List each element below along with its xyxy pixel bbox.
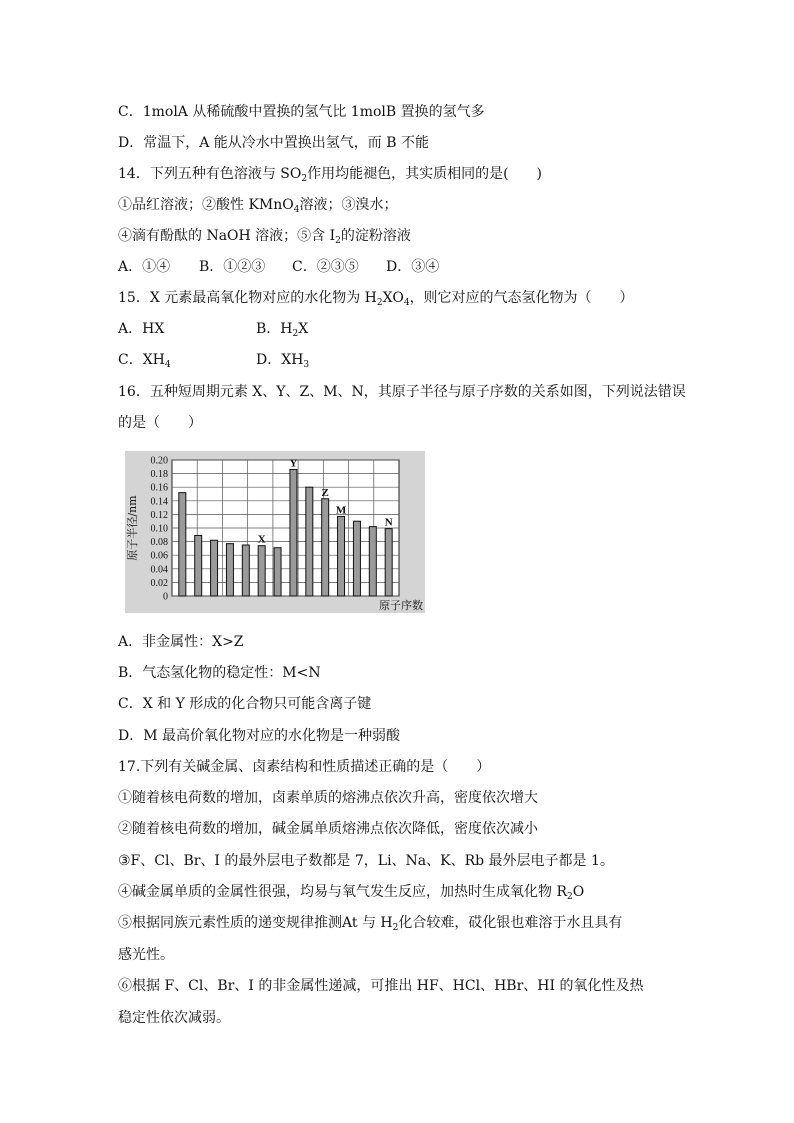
bar	[322, 499, 329, 596]
q17-s5-sub: 2	[392, 923, 399, 933]
y-tick-label: 0	[163, 591, 168, 603]
q17-s5-post: 化合较难，砹化银也难溶于水且具有	[398, 915, 623, 931]
q15-option-b-post: X	[298, 321, 309, 337]
q16-stem-line1: 16．五种短周期元素 X、Y、Z、M、N，其原子半径与原子序数的关系如图，下列说法错误	[118, 384, 686, 400]
q14-stem-pre: 14．下列五种有色溶液与 SO	[118, 166, 302, 182]
q15-stem-post: ，则它对应的气态氢化物为（ ）	[409, 290, 634, 306]
bar	[258, 546, 265, 596]
bar	[369, 527, 376, 596]
q15-stem	[118, 288, 634, 308]
y-axis-label: 原子半径/nm	[126, 495, 139, 561]
q15-option-c-sub: 4	[164, 360, 171, 370]
bar	[274, 548, 281, 596]
q17-s4-post: O	[572, 884, 585, 900]
q14-l2-b: 的淀粉溶液	[340, 228, 411, 244]
q15-stem-mid: XO	[382, 290, 404, 306]
q14-l1-a: ①品红溶液；②酸性 KMnO	[118, 197, 294, 213]
q17-s4-pre: ④碱金属单质的金属性很强，均易与氧气发生反应，加热时生成氧化物 R	[118, 884, 567, 900]
q17-s5-pre: ⑤根据同族元素性质的递变规律推测At 与 H	[118, 915, 393, 931]
y-tick-label: 0.04	[150, 564, 168, 576]
bar-element-label: M	[335, 504, 347, 517]
bar	[242, 545, 249, 596]
q17-statement-6: ⑥根据 F、Cl、Br、I 的非金属性递减，可推出 HF、HCl、HBr、HI 的氧化性及热	[118, 978, 644, 994]
bar-element-label: N	[384, 516, 393, 529]
q15-options-row2	[118, 350, 418, 370]
q15-options-row1	[118, 319, 418, 339]
q15-option-b-pre: B．H	[256, 321, 293, 337]
q15-option-c	[118, 350, 171, 370]
q15-stem-sub2: 4	[403, 298, 410, 308]
bar	[353, 521, 360, 596]
y-tick-label: 0.10	[150, 523, 168, 535]
q15-option-b-sub: 2	[292, 329, 299, 339]
q14-l2-sub: 2	[335, 236, 341, 246]
q17-statement-4	[118, 882, 584, 902]
bar	[290, 470, 297, 596]
q14-option-c: C．②③⑤	[292, 259, 359, 275]
q15-option-c-pre: C．XH	[118, 352, 165, 368]
q16-option-b: B．气态氢化物的稳定性：M<N	[118, 665, 321, 681]
q15-option-b	[256, 319, 308, 339]
q13-option-c: C．1molA 从稀硫酸中置换的氢气比 1molB 置换的氢气多	[118, 104, 485, 120]
q14-stem	[118, 164, 542, 184]
q16-option-c: C．X 和 Y 形成的化合物只可能含离子键	[118, 696, 372, 712]
q17-statement-5-cont: 感光性。	[118, 947, 174, 963]
q16-stem-line2: 的是（ ）	[118, 415, 202, 431]
q14-solutions-line2	[118, 226, 411, 246]
y-tick-label: 0.20	[150, 455, 168, 467]
q15-option-d	[256, 350, 309, 370]
q16-option-a: A．非金属性：X>Z	[118, 634, 244, 650]
q15-option-d-pre: D．XH	[256, 352, 304, 368]
bar-element-label: Z	[321, 486, 329, 499]
q13-option-d: D．常温下，A 能从冷水中置换出氢气，而 B 不能	[118, 135, 429, 151]
x-axis-label: 原子序数	[379, 599, 423, 612]
y-tick-label: 0.16	[150, 482, 168, 494]
y-tick-label: 0.12	[150, 509, 168, 521]
q17-statement-1: ①随着核电荷数的增加，卤素单质的熔沸点依次升高，密度依次增大	[118, 790, 538, 806]
q15-option-d-sub: 3	[303, 360, 310, 370]
y-tick-label: 0.18	[150, 469, 168, 481]
q14-option-b: B．①②③	[199, 259, 266, 275]
q14-option-d: D．③④	[386, 259, 440, 275]
bar	[306, 487, 313, 596]
bar	[211, 540, 218, 596]
q15-stem-pre: 15．X 元素最高氧化物对应的水化物为 H	[118, 290, 377, 306]
q14-option-a: A．①④	[118, 259, 171, 275]
q14-solutions-line1	[118, 195, 397, 215]
q14-l1-sub: 4	[293, 205, 300, 215]
q15-stem-sub1: 2	[376, 298, 383, 308]
bar-element-label: X	[257, 533, 266, 546]
y-tick-label: 0.02	[150, 577, 168, 589]
q15-option-a: A．HX	[118, 321, 165, 337]
q14-stem-post: 作用均能褪色，其实质相同的是( )	[307, 166, 543, 182]
y-tick-label: 0.14	[150, 496, 168, 508]
q17-statement-3: ③F、Cl、Br、I 的最外层电子数都是 7，Li、Na、K、Rb 最外层电子都是 1。	[118, 853, 614, 869]
q17-stem: 17.下列有关碱金属、卤素结构和性质描述正确的是（ ）	[118, 759, 491, 775]
bar-element-label: Y	[289, 457, 298, 470]
q14-l1-b: 溶液；③溴水；	[299, 197, 398, 213]
q14-l2-a: ④滴有酚酞的 NaOH 溶液；⑤含 I	[118, 228, 336, 244]
bar	[385, 529, 392, 596]
q14-options	[118, 257, 518, 277]
bar	[226, 544, 233, 596]
q17-statement-2: ②随着核电荷数的增加，碱金属单质熔沸点依次降低，密度依次减小	[118, 821, 538, 837]
q17-s4-sub: 2	[567, 892, 573, 902]
bar	[179, 493, 186, 596]
y-tick-label: 0.06	[150, 550, 168, 562]
y-tick-label: 0.08	[150, 537, 168, 549]
q14-stem-sub: 2	[301, 174, 308, 184]
q17-statement-6-cont: 稳定性依次减弱。	[118, 1010, 230, 1026]
atomic-radius-chart	[125, 451, 425, 613]
chart-svg	[125, 451, 425, 613]
bar	[338, 516, 345, 596]
q16-option-d: D．M 最高价氧化物对应的水化物是一种弱酸	[118, 728, 401, 744]
bar	[195, 535, 202, 596]
q17-statement-5	[118, 913, 622, 933]
